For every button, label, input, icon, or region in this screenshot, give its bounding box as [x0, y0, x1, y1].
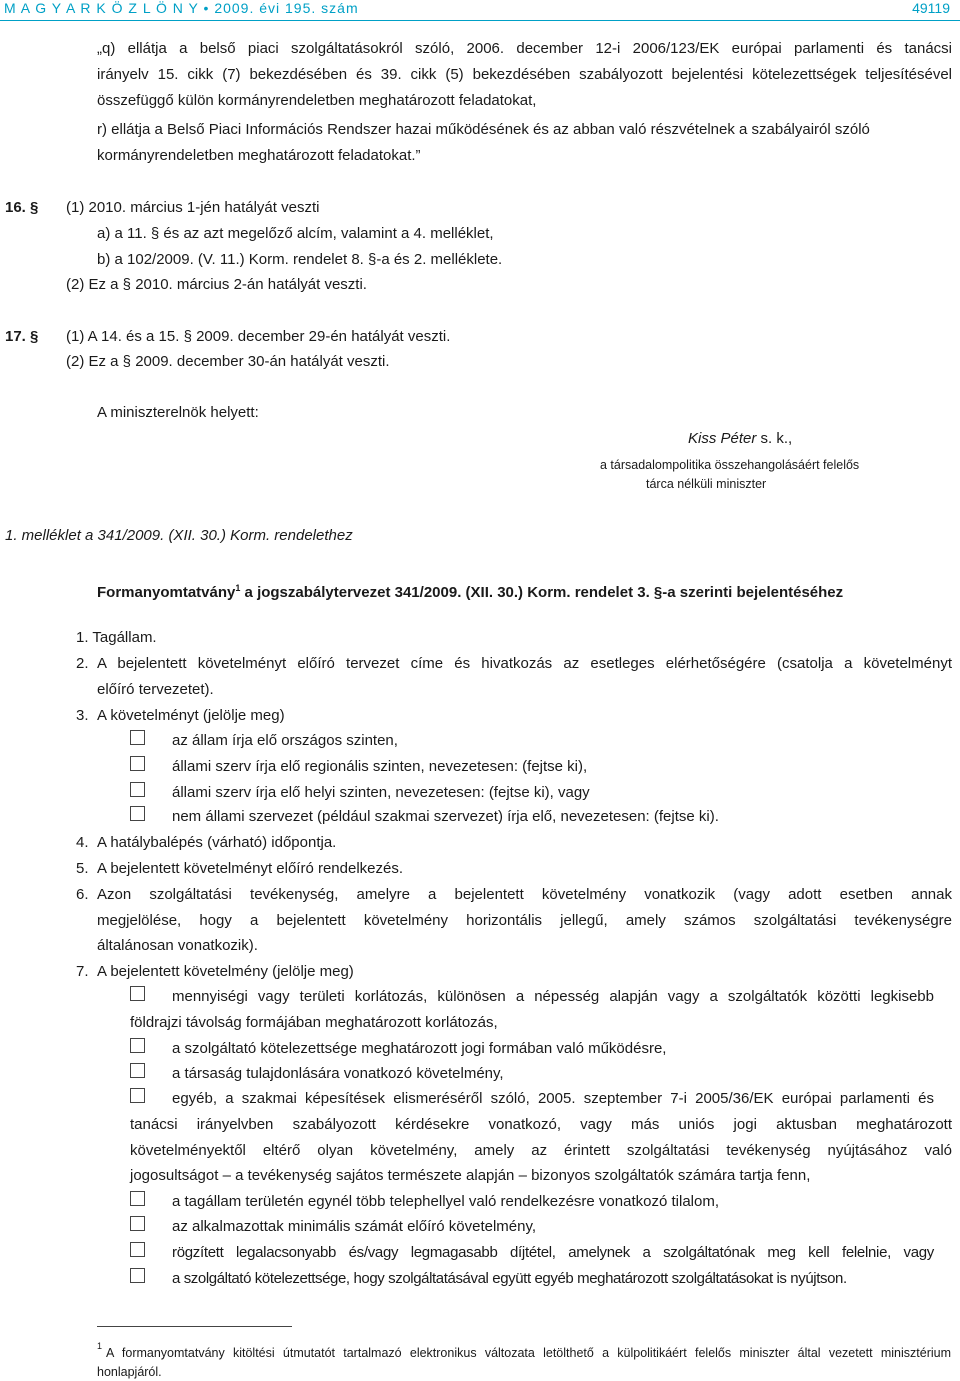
checkbox-7-1[interactable]: [130, 986, 145, 1001]
checkbox-3-2[interactable]: [130, 756, 145, 771]
signature-title-2: tárca nélküli miniszter: [646, 477, 767, 491]
item-7-option-4-line-3: követelményektől eltérő olyan követelmény, amely az érintett szolgáltatási tevékenység nyújtásához való: [130, 1142, 952, 1159]
item-3-heading: A követelményt (jelölje meg): [97, 707, 285, 724]
annex-heading: 1. melléklet a 341/2009. (XII. 30.) Korm. rendelethez: [5, 527, 353, 544]
item-2-number: 2.: [76, 655, 89, 672]
checkbox-7-7[interactable]: [130, 1242, 145, 1257]
checkbox-3-1[interactable]: [130, 730, 145, 745]
footnote-number: 1: [97, 1341, 103, 1351]
footnote-ref: 1: [235, 583, 241, 593]
signature-name: Kiss Péter: [688, 430, 757, 447]
item-3-option-1: az állam írja elő országos szinten,: [172, 732, 398, 749]
signature-suffix: s. k.,: [756, 430, 793, 447]
item-7-option-8: a szolgáltató kötelezettsége, hogy szolgáltatásával együtt egyéb meghatározott szolgáltatásokat is nyújtson.: [172, 1270, 847, 1287]
item-2-line-2: előíró tervezetet).: [97, 681, 214, 698]
checkbox-3-4[interactable]: [130, 806, 145, 821]
item-7-option-1-line-2: földrajzi távolság formájában meghatározott korlátozás,: [130, 1014, 498, 1031]
footnote-rule: [97, 1326, 292, 1327]
page-number: 49119: [912, 0, 950, 16]
item-3-number: 3.: [76, 707, 89, 724]
item-5-number: 5.: [76, 860, 89, 877]
section-17-number: 17. §: [5, 328, 39, 345]
item-6-line-1: Azon szolgáltatási tevékenység, amelyre a bejelentett követelmény vonatkozik (vagy adott esetben annak: [97, 886, 952, 903]
item-7-option-5: a tagállam területén egynél több telephellyel való rendelkezésre vonatkozó tilalom,: [172, 1193, 719, 1210]
section-17-p2: (2) Ez a § 2009. december 30-án hatályát veszti.: [66, 353, 390, 370]
section-16-p2: (2) Ez a § 2010. március 2-án hatályát veszti.: [66, 276, 367, 293]
checkbox-7-3[interactable]: [130, 1063, 145, 1078]
checkbox-7-8[interactable]: [130, 1268, 145, 1283]
item-1: 1. Tagállam.: [76, 629, 157, 646]
item-7-number: 7.: [76, 963, 89, 980]
signature-name-line: [688, 430, 792, 448]
form-title-a: Formanyomtatvány: [97, 584, 236, 601]
item-6-line-3: általánosan vonatkozik).: [97, 937, 258, 954]
checkbox-7-4[interactable]: [130, 1088, 145, 1103]
section-17-p1: (1) A 14. és a 15. § 2009. december 29-én hatályát veszti.: [66, 328, 451, 345]
checkbox-7-2[interactable]: [130, 1038, 145, 1053]
page-header: [0, 0, 960, 22]
item-3-option-3: állami szerv írja elő helyi szinten, nevezetesen: (fejtse ki), vagy: [172, 784, 590, 801]
form-title-b: a jogszabálytervezet 341/2009. (XII. 30.) Korm. rendelet 3. §-a szerinti bejelentéséhez: [240, 584, 844, 601]
signature-title-1: a társadalompolitika összehangolásáért felelős: [600, 458, 860, 472]
checkbox-3-3[interactable]: [130, 782, 145, 797]
item-6-line-2: megjelölése, hogy a bejelentett követelmény horizontális jellegű, amely számos szolgáltatási tevékenységre: [97, 912, 952, 929]
item-7-option-2: a szolgáltató kötelezettsége meghatározott jogi formában való működésre,: [172, 1040, 667, 1057]
section-16-b: b) a 102/2009. (V. 11.) Korm. rendelet 8. §-a és 2. melléklete.: [97, 251, 503, 268]
q-line-2: irányelv 15. cikk (7) bekezdésében és 39. cikk (5) bekezdésében szabályozott bejelentési kötelezettségek teljesítésével: [97, 66, 952, 83]
q-line-3: összefüggő külön kormányrendeletben meghatározott feladatokat,: [97, 92, 537, 109]
item-2-line-1: A bejelentett követelményt előíró tervezet címe és hivatkozás az esetleges elérhetőségére (csatolja a követelményt: [97, 655, 952, 672]
item-7-option-4-line-4: jogosultságot – a tevékenység sajátos természete alapján – bizonyos szolgáltatók számára tartja fenn,: [130, 1167, 811, 1184]
section-16-a: a) a 11. § és az azt megelőző alcím, valamint a 4. melléklet,: [97, 225, 494, 242]
section-16-number: 16. §: [5, 199, 39, 216]
form-title: [97, 579, 843, 602]
r-line-1: r) ellátja a Belső Piaci Információs Rendszer hazai működésének és az abban való részvételnek a szabályairól szóló: [97, 121, 870, 138]
r-line-2: kormányrendeletben meghatározott feladatokat.”: [97, 147, 421, 164]
item-4-text: A hatálybalépés (várható) időpontja.: [97, 834, 337, 851]
item-3-option-4: nem állami szervezet (például szakmai szervezet) írja elő, nevezetesen: (fejtse ki).: [172, 808, 719, 825]
q-line-1: „q) ellátja a belső piaci szolgáltatásokról szóló, 2006. december 12-i 2006/123/EK európai parlamenti és tanácsi: [97, 40, 952, 57]
item-7-option-7: rögzített legalacsonyabb és/vagy legmagasabb díjtétel, amelynek a szolgáltatónak meg kell felelnie, vagy: [172, 1244, 934, 1261]
item-5-text: A bejelentett követelményt előíró rendelkezés.: [97, 860, 404, 877]
checkbox-7-5[interactable]: [130, 1191, 145, 1206]
checkbox-7-6[interactable]: [130, 1216, 145, 1231]
footnote-line-2: honlapjáról.: [97, 1365, 162, 1379]
journal-title: M A G Y A R K Ö Z L Ö N Y • 2009. évi 195. szám: [4, 0, 359, 16]
item-7-option-4-line-2: tanácsi irányelvben szabályozott kérdésekre vonatkozó, vagy más uniós jogi aktusban meghatározott: [130, 1116, 952, 1133]
item-7-option-4-line-1: egyéb, a szakmai képesítések elismeréséről szóló, 2005. szeptember 7-i 2005/36/EK európai parlamenti és: [172, 1090, 934, 1107]
item-7-option-6: az alkalmazottak minimális számát előíró követelmény,: [172, 1218, 537, 1235]
footnote-line-1: A formanyomtatvány kitöltési útmutatót tartalmazó elektronikus változata letölthető a külpolitikáért felelős miniszter által vezetett minisztérium: [106, 1346, 951, 1360]
section-16-p1: (1) 2010. március 1-jén hatályát veszti: [66, 199, 320, 216]
item-4-number: 4.: [76, 834, 89, 851]
item-7-option-1-line-1: mennyiségi vagy területi korlátozás, különösen a népesség alapján vagy a szolgáltatók közötti legkisebb: [172, 988, 934, 1005]
item-7-option-3: a társaság tulajdonlására vonatkozó követelmény,: [172, 1065, 504, 1082]
item-3-option-2: állami szerv írja elő regionális szinten, nevezetesen: (fejtse ki),: [172, 758, 588, 775]
header-rule: [0, 20, 960, 21]
item-6-number: 6.: [76, 886, 89, 903]
signature-on-behalf: A miniszterelnök helyett:: [97, 404, 259, 421]
item-7-heading: A bejelentett követelmény (jelölje meg): [97, 963, 354, 980]
